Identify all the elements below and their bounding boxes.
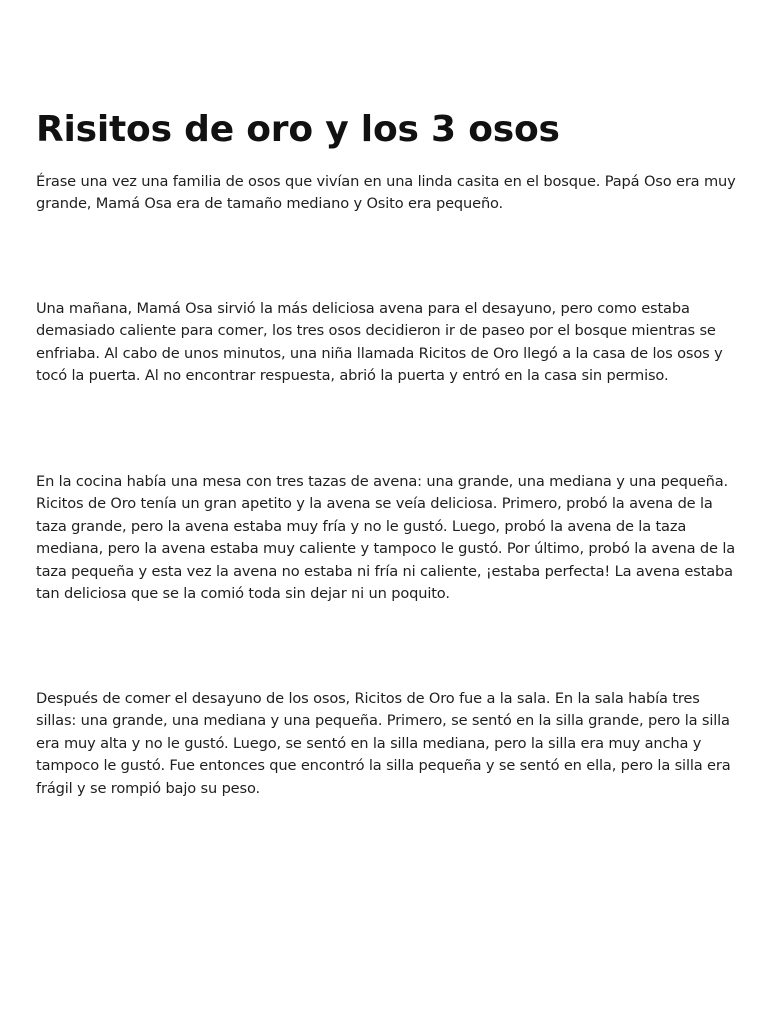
paragraph-intro: Érase una vez una familia de osos que vivían en una linda casita en el bosque. Papá Oso era muy grande, Mamá Osa era de tamaño mediano y Osito era pequeño.	[36, 173, 736, 213]
paragraph-kitchen: En la cocina había una mesa con tres tazas de avena: una grande, una mediana y una pequeña. Ricitos de Oro tenía un gran apetito y la avena se veía deliciosa. Primero, probó la avena de la taza grande, pero la avena estaba muy fría y no le gustó. Luego, probó la avena de la taza mediana, pero la avena estaba muy caliente y tampoco le gustó. Por último, probó la avena de la taza pequeña y esta vez la avena no estaba ni fría ni caliente, ¡estaba perfecta! La avena estaba tan deliciosa que se la comió toda sin dejar ni un poquito.	[36, 473, 736, 603]
document-title: Risitos de oro y los 3 osos	[36, 109, 560, 150]
paragraph-morning: Una mañana, Mamá Osa sirvió la más deliciosa avena para el desayuno, pero como estaba demasiado caliente para comer, los tres osos decidieron ir de paseo por el bosque mientras se enfriaba. Al cabo de unos minutos, una niña llamada Ricitos de Oro llegó a la casa de los osos y tocó la puerta. Al no encontrar respuesta, abrió la puerta y entró en la casa sin permiso.	[36, 300, 723, 385]
paragraph-living-room: Después de comer el desayuno de los osos, Ricitos de Oro fue a la sala. En la sala había tres sillas: una grande, una mediana y una pequeña. Primero, se sentó en la silla grande, pero la silla era muy alta y no le gustó. Luego, se sentó en la silla mediana, pero la silla era muy ancha y tampoco le gustó. Fue entonces que encontró la silla pequeña y se sentó en ella, pero la silla era frágil y se rompió bajo su peso.	[36, 690, 731, 797]
